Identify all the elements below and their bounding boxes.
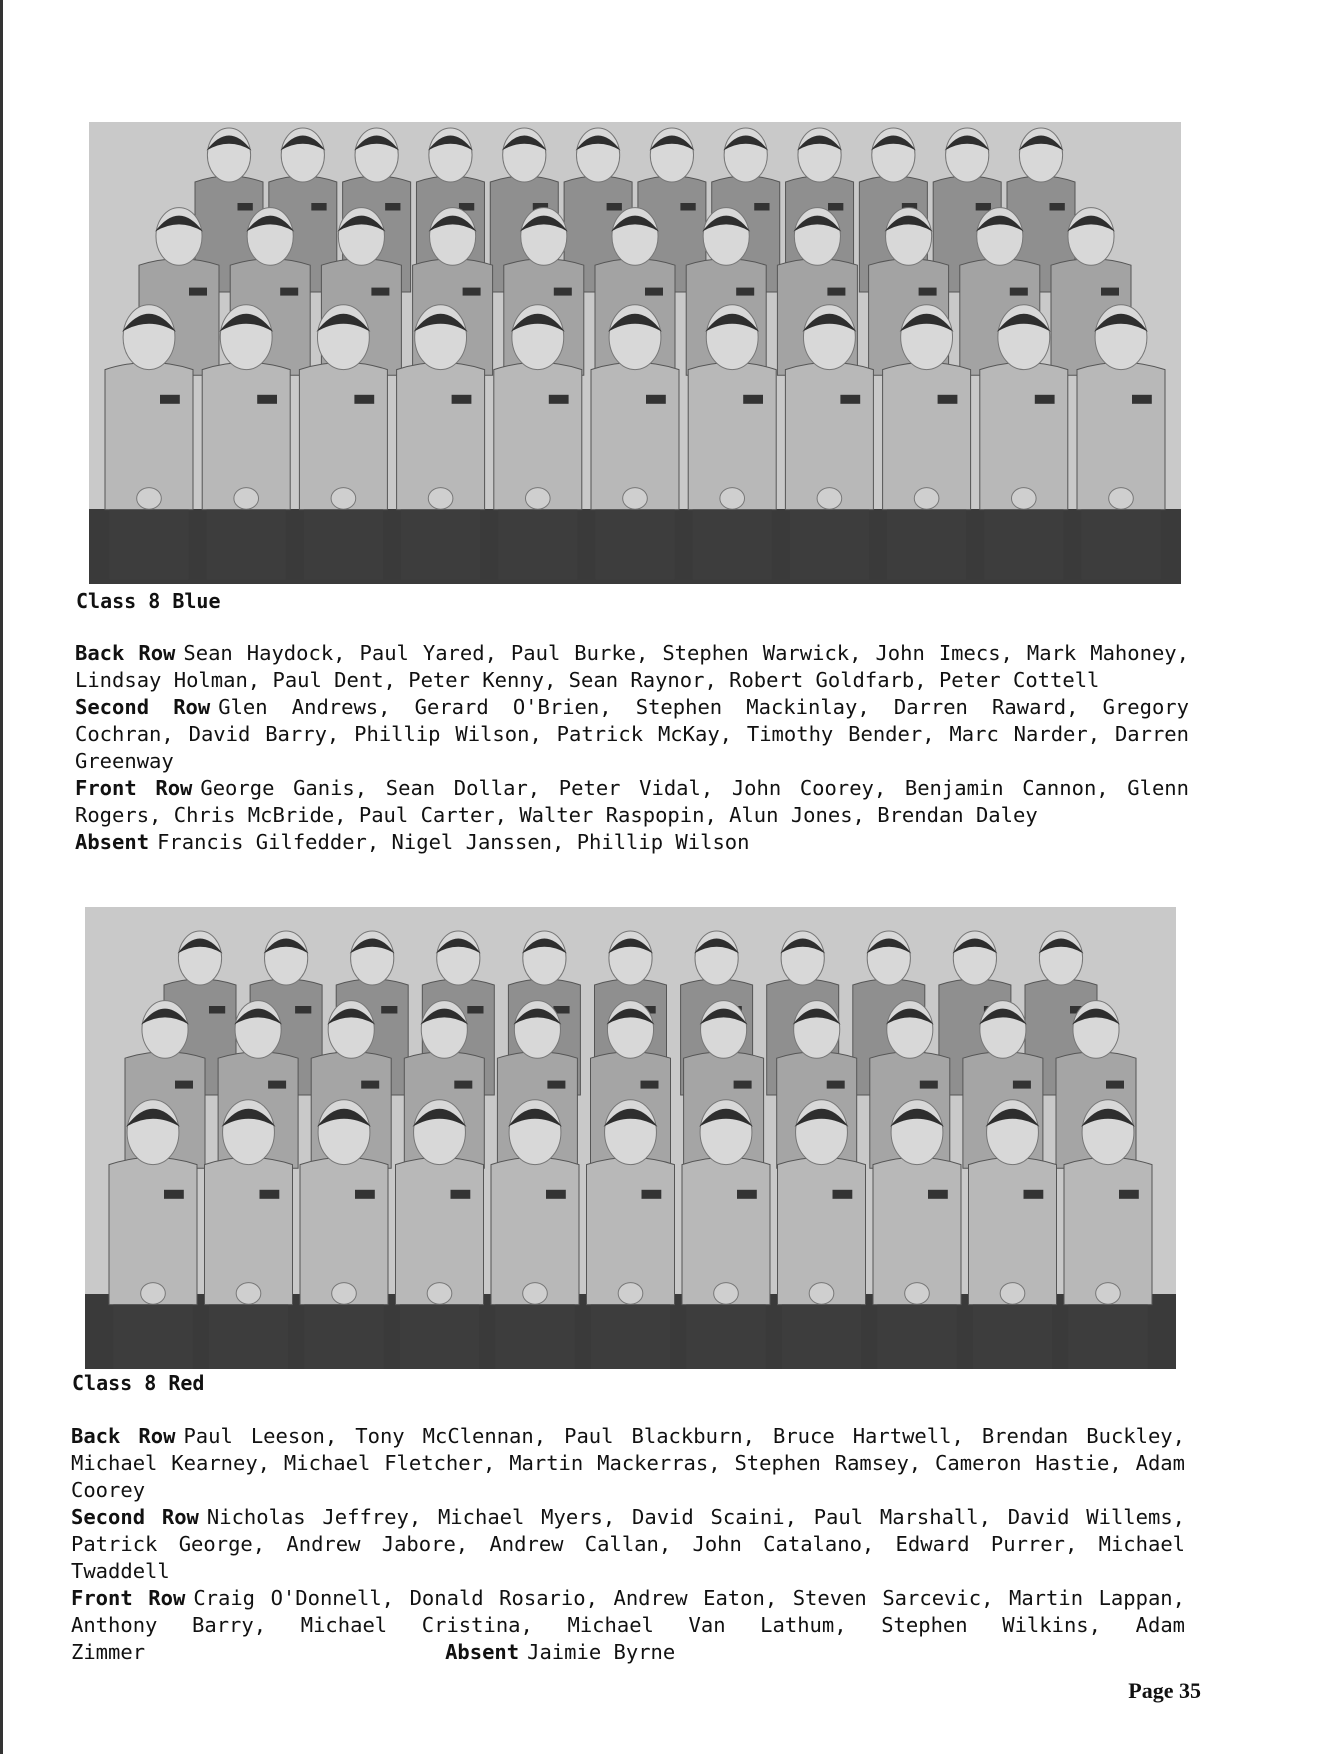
red-absent (445, 1640, 675, 1664)
red-second-row-names: Nicholas Jeffrey, Michael Myers, David Scaini, Paul Marshall, David Willems, Patrick George, Andrew Jabore, Andrew Callan, John Catalano, Edward Purrer, Michael Twaddell (71, 1505, 1186, 1583)
blue-second-row (75, 694, 1189, 775)
blue-back-row-label: Back Row (75, 641, 176, 665)
blue-absent (75, 829, 1189, 856)
class-8-blue-names (75, 640, 1189, 856)
blue-second-row-label: Second Row (75, 695, 211, 719)
red-front-row-names: Craig O'Donnell, Donald Rosario, Andrew Eaton, Steven Sarcevic, Martin Lappan, Anthony Barry, Michael Cristina, Michael Van Lathum, Stephen Wilkins, Adam Zimmer (71, 1586, 1185, 1664)
class-8-red-group-image (85, 907, 1176, 1369)
red-back-row (71, 1423, 1185, 1504)
page-edge (0, 0, 3, 1754)
red-front-row (71, 1585, 1185, 1666)
red-second-row-label: Second Row (71, 1505, 199, 1529)
red-front-row-label: Front Row (71, 1586, 186, 1610)
red-absent-label: Absent (445, 1640, 520, 1664)
blue-front-row (75, 775, 1189, 829)
blue-back-row (75, 640, 1189, 694)
blue-back-row-names: Sean Haydock, Paul Yared, Paul Burke, Stephen Warwick, John Imecs, Mark Mahoney, Lindsay Holman, Paul Dent, Peter Kenny, Sean Raynor, Robert Goldfarb, Peter Cottell (75, 641, 1189, 692)
red-second-row (71, 1504, 1185, 1585)
blue-front-row-names: George Ganis, Sean Dollar, Peter Vidal, John Coorey, Benjamin Cannon, Glenn Rogers, Chris McBride, Paul Carter, Walter Raspopin, Alun Jones, Brendan Daley (75, 776, 1189, 827)
blue-front-row-label: Front Row (75, 776, 193, 800)
class-8-red-names (71, 1423, 1185, 1666)
blue-absent-names: Francis Gilfedder, Nigel Janssen, Phillip Wilson (157, 830, 750, 854)
red-absent-names: Jaimie Byrne (527, 1640, 676, 1664)
class-8-blue-photo (89, 122, 1181, 584)
red-back-row-names: Paul Leeson, Tony McClennan, Paul Blackburn, Bruce Hartwell, Brendan Buckley, Michael Kearney, Michael Fletcher, Martin Mackerras, Stephen Ramsey, Cameron Hastie, Adam Coorey (71, 1424, 1185, 1502)
class-8-blue-group-image (89, 122, 1181, 584)
class-8-blue-caption: Class 8 Blue (76, 589, 221, 613)
red-back-row-label: Back Row (71, 1424, 176, 1448)
page-number: Page 35 (1128, 1678, 1201, 1703)
blue-absent-label: Absent (75, 830, 150, 854)
class-8-red-photo (85, 907, 1176, 1369)
class-8-red-caption: Class 8 Red (72, 1371, 205, 1395)
blue-second-row-names: Glen Andrews, Gerard O'Brien, Stephen Mackinlay, Darren Raward, Gregory Cochran, David Barry, Phillip Wilson, Patrick McKay, Timothy Bender, Marc Narder, Darren Greenway (75, 695, 1189, 773)
